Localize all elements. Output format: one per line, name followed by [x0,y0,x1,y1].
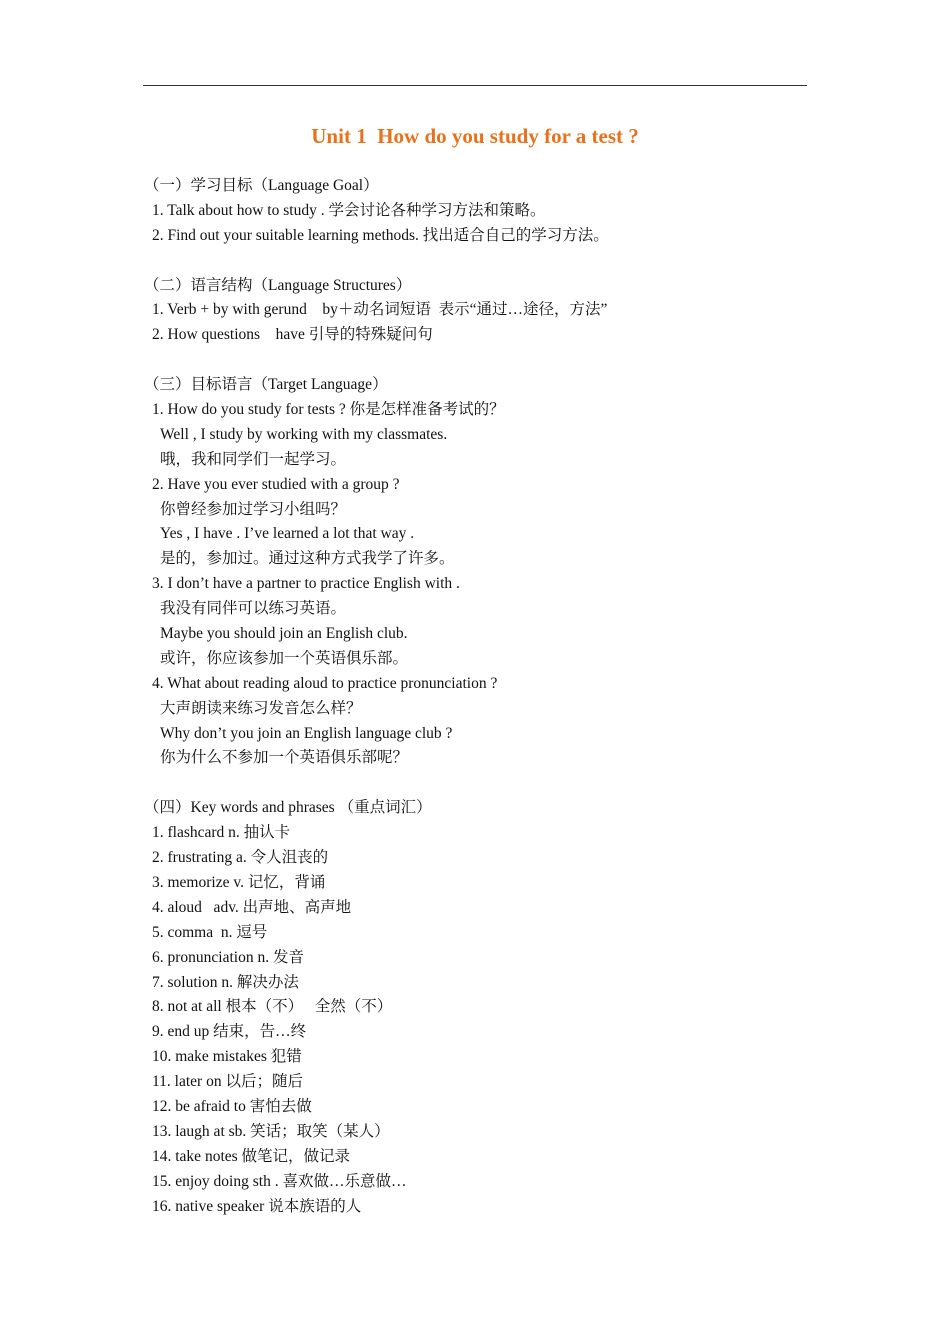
translation-line: Well , I study by working with my classmates. [160,425,448,443]
list-item: 13. laugh at sb. 笑话；取笑（某人） [152,1122,390,1140]
translation-line: Maybe you should join an English club. [160,625,408,643]
section-heading: （四）Key words and phrases （重点词汇） [144,799,432,817]
list-item: 14. take notes 做笔记，做记录 [152,1147,351,1165]
translation-line: Yes , I have . I’ve learned a lot that way . [160,525,415,543]
translation-line: 你为什么不参加一个英语俱乐部呢？ [160,749,409,767]
section-heading: （一）学习目标（Language Goal） [144,177,379,194]
list-item: 1. Verb + by with gerund by＋动名词短语 表示“通过…途径，方法” [152,301,608,319]
translation-line: 哦，我和同学们一起学习。 [160,450,347,468]
translation-line: 或许，你应该参加一个英语俱乐部。 [160,649,409,667]
document-section [144,274,812,349]
section-spacer [152,249,812,274]
document-section [144,796,812,1219]
section-spacer [152,771,812,796]
document-title: Unit 1 How do you study for a test ? [311,124,639,148]
document-body [144,174,812,1219]
list-item: 11. later on 以后；随后 [152,1073,303,1091]
translation-line: Why don’t you join an English language club ? [160,724,453,742]
list-item: 6. pronunciation n. 发音 [152,948,304,966]
section-spacer [152,348,812,373]
list-item: 8. not at all 根本（不） 全然（不） [152,998,393,1016]
section-heading: （三）目标语言（Target Language） [144,376,388,394]
list-item: 2. Find out your suitable learning methods. 找出适合自己的学习方法。 [152,226,609,244]
list-item: 16. native speaker 说本族语的人 [152,1197,362,1215]
list-item: 2. frustrating a. 令人沮丧的 [152,849,329,867]
list-item: 2. How questions have 引导的特殊疑问句 [152,326,433,344]
list-item: 1. How do you study for tests ? 你是怎样准备考试的？ [152,401,505,419]
list-item: 10. make mistakes 犯错 [152,1048,302,1066]
list-item: 1. Talk about how to study . 学会讨论各种学习方法和策略。 [152,201,546,219]
translation-line: 是的，参加过。通过这种方式我学了许多。 [160,550,455,568]
translation-line: 大声朗读来练习发音怎么样？ [160,699,362,717]
list-item: 3. memorize v. 记忆，背诵 [152,873,326,891]
list-item: 4. aloud adv. 出声地、高声地 [152,898,352,916]
list-item: 2. Have you ever studied with a group ? [152,475,400,493]
section-heading: （二）语言结构（Language Structures） [144,276,412,294]
list-item: 1. flashcard n. 抽认卡 [152,824,291,842]
list-item: 12. be afraid to 害怕去做 [152,1097,312,1115]
header-rule [143,85,807,86]
translation-line: 我没有同伴可以练习英语。 [160,600,347,618]
document-section [144,174,812,249]
document-section [144,373,812,771]
list-item: 4. What about reading aloud to practice pronunciation ? [152,674,498,692]
list-item: 9. end up 结束，告…终 [152,1023,307,1041]
list-item: 15. enjoy doing sth . 喜欢做…乐意做… [152,1172,407,1190]
list-item: 5. comma n. 逗号 [152,923,268,941]
translation-line: 你曾经参加过学习小组吗？ [160,500,347,518]
list-item: 7. solution n. 解决办法 [152,973,299,991]
list-item: 3. I don’t have a partner to practice English with . [152,575,460,593]
